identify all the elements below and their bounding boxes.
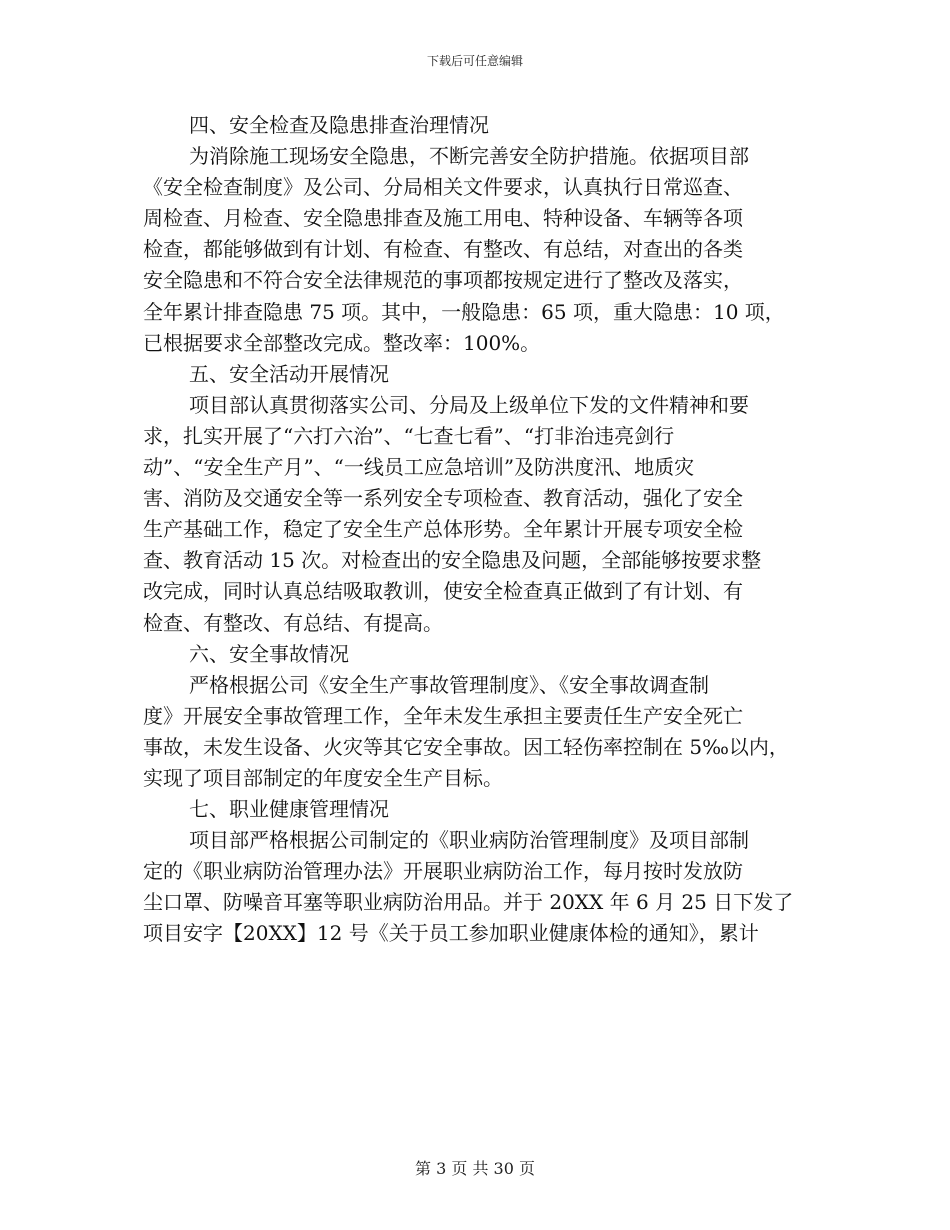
paragraph-line: 度》开展安全事故管理工作，全年未发生承担主要责任生产安全死亡 <box>143 703 743 728</box>
paragraph-line: 《安全检查制度》及公司、分局相关文件要求，认真执行日常巡查、 <box>143 175 743 200</box>
paragraph-line: 安全隐患和不符合安全法律规范的事项都按规定进行了整改及落实， <box>143 268 743 293</box>
paragraph-line: 周检查、月检查、安全隐患排查及施工用电、特种设备、车辆等各项 <box>143 206 743 231</box>
paragraph-line: 求，扎实开展了“六打六治”、“七查七看”、“打非治违亮剑行 <box>143 423 675 448</box>
paragraph-line: 生产基础工作，稳定了安全生产总体形势。全年累计开展专项安全检 <box>143 517 743 542</box>
paragraph-line: 严格根据公司《安全生产事故管理制度》、《安全事故调查制 <box>189 672 709 697</box>
page-header: 下载后可任意编辑 <box>426 54 523 68</box>
paragraph-line: 检查、有整改、有总结、有提高。 <box>143 610 443 635</box>
paragraph-line: 实现了项目部制定的年度安全生产目标。 <box>143 765 503 790</box>
paragraph-line: 查、教育活动 15 次。对检查出的安全隐患及问题，全部能够按要求整 <box>143 548 762 573</box>
paragraph-line: 定的《职业病防治管理办法》开展职业病防治工作，每月按时发放防 <box>143 859 743 884</box>
paragraph-line: 项目安字【20XX】12 号《关于员工参加职业健康体检的通知》，累计 <box>143 921 759 946</box>
paragraph-line: 项目部认真贯彻落实公司、分局及上级单位下发的文件精神和要 <box>189 392 749 417</box>
section-heading-7: 七、职业健康管理情况 <box>189 797 389 822</box>
paragraph-line: 为消除施工现场安全隐患，不断完善安全防护措施。依据项目部 <box>189 144 749 169</box>
paragraph-line: 害、消防及交通安全等一系列安全专项检查、教育活动，强化了安全 <box>143 486 743 511</box>
page-footer: 第 3 页 共 30 页 <box>415 1159 535 1178</box>
paragraph-line: 项目部严格根据公司制定的《职业病防治管理制度》及项目部制 <box>189 828 749 853</box>
paragraph-line: 事故，未发生设备、火灾等其它安全事故。因工轻伤率控制在 5‰以内， <box>143 734 789 759</box>
paragraph-line: 检查，都能够做到有计划、有检查、有整改、有总结，对查出的各类 <box>143 237 743 262</box>
paragraph-line: 尘口罩、防噪音耳塞等职业病防治用品。并于 20XX 年 6 月 25 日下发了 <box>143 890 794 915</box>
section-heading-6: 六、安全事故情况 <box>189 641 349 666</box>
paragraph-line: 全年累计排查隐患 75 项。其中，一般隐患：65 项，重大隐患：10 项， <box>143 299 785 324</box>
section-heading-5: 五、安全活动开展情况 <box>189 361 389 386</box>
document-body <box>143 110 811 950</box>
section-heading-4: 四、安全检查及隐患排查治理情况 <box>189 113 489 137</box>
paragraph-line: 动”、“安全生产月”、“一线员工应急培训”及防洪度汛、地质灾 <box>143 455 695 480</box>
paragraph-line: 改完成，同时认真总结吸取教训，使安全检查真正做到了有计划、有 <box>143 579 743 604</box>
paragraph-line: 已根据要求全部整改完成。整改率：100%。 <box>143 330 541 355</box>
